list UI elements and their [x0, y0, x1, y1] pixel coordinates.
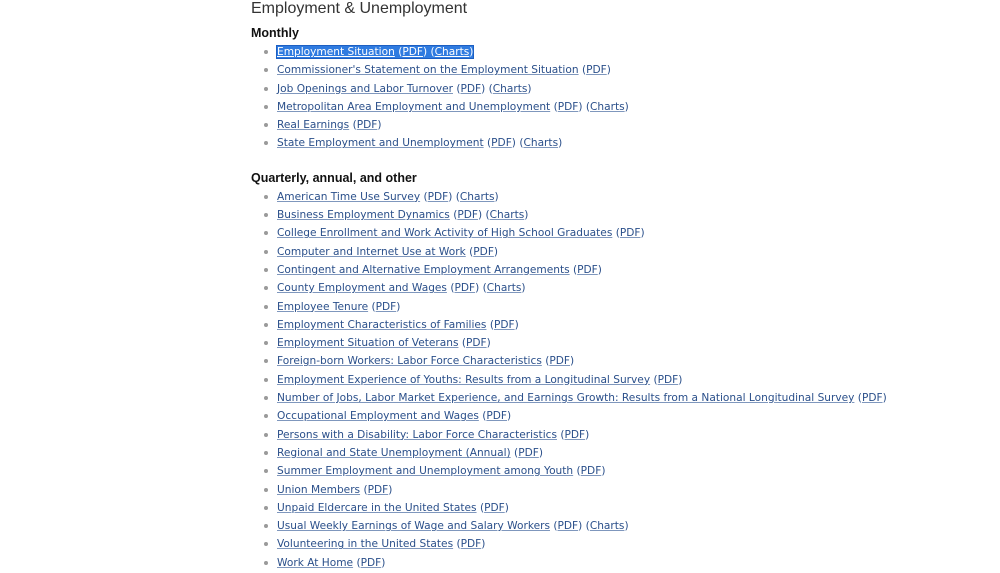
- release-link-employee-tenure[interactable]: Employee Tenure: [277, 300, 369, 313]
- list-item-text: Metropolitan Area Employment and Unemployment (PDF) (Charts): [277, 100, 629, 113]
- release-link-american-time-use-survey[interactable]: American Time Use Survey: [277, 190, 421, 203]
- bullet-icon: [264, 542, 268, 546]
- list-item: [251, 352, 951, 370]
- release-list-other: [251, 188, 951, 572]
- release-link-work-at-home[interactable]: Work At Home: [277, 556, 354, 569]
- list-item-text: Employment Situation of Veterans (PDF): [277, 337, 491, 350]
- list-item: [251, 134, 951, 152]
- release-link-number-of-jobs-labor-market-experience-and-earnings-growth-results-from-a-national-longitudinal-survey[interactable]: Number of Jobs, Labor Market Experience, and Earnings Growth: Results from a National Longitudinal Survey: [277, 392, 855, 405]
- list-item: [251, 535, 951, 553]
- release-link-real-earnings[interactable]: Real Earnings: [277, 119, 350, 132]
- list-item: [251, 80, 951, 98]
- list-item: [251, 261, 951, 279]
- bullet-icon: [264, 231, 268, 235]
- release-link-business-employment-dynamics[interactable]: Business Employment Dynamics: [277, 209, 450, 222]
- list-item-text: Commissioner's Statement on the Employment Situation (PDF): [277, 64, 611, 77]
- charts-link[interactable]: Charts: [459, 190, 495, 203]
- pdf-link[interactable]: PDF: [465, 337, 487, 350]
- bullet-icon: [264, 488, 268, 492]
- bullet-icon: [264, 323, 268, 327]
- list-item: [251, 334, 951, 352]
- list-item-text: Job Openings and Labor Turnover (PDF) (Charts): [277, 82, 532, 95]
- bullet-icon: [264, 396, 268, 400]
- list-item-text: Union Members (PDF): [277, 483, 393, 496]
- list-item-text: Number of Jobs, Labor Market Experience, and Earnings Growth: Results from a National Longitudinal Survey (PDF): [277, 392, 887, 405]
- pdf-link[interactable]: PDF: [549, 355, 570, 368]
- list-item: [251, 481, 951, 499]
- list-item-text: Employment Experience of Youths: Results from a Longitudinal Survey (PDF): [277, 373, 683, 386]
- release-link-metropolitan-area-employment-and-unemployment[interactable]: Metropolitan Area Employment and Unemployment: [277, 100, 551, 113]
- pdf-link[interactable]: PDF: [586, 64, 607, 77]
- release-link-regional-and-state-unemployment-annual[interactable]: Regional and State Unemployment (Annual): [277, 446, 511, 459]
- bullet-icon: [264, 68, 268, 72]
- charts-link[interactable]: Charts: [486, 282, 522, 295]
- bullet-icon: [264, 268, 268, 272]
- list-item: [251, 188, 951, 206]
- bullet-icon: [264, 524, 268, 528]
- pdf-link[interactable]: PDF: [375, 300, 397, 313]
- list-item-text: Employment Situation (PDF) (Charts): [277, 46, 474, 58]
- bullet-icon: [264, 105, 268, 109]
- charts-link[interactable]: Charts: [589, 520, 625, 533]
- pdf-link[interactable]: PDF: [491, 137, 512, 150]
- list-item-text: Business Employment Dynamics (PDF) (Charts): [277, 209, 529, 222]
- release-link-persons-with-a-disability-labor-force-characteristics[interactable]: Persons with a Disability: Labor Force Characteristics: [277, 428, 557, 441]
- list-item: [251, 43, 951, 61]
- pdf-link[interactable]: PDF: [657, 373, 679, 386]
- bullet-icon: [264, 87, 268, 91]
- release-link-job-openings-and-labor-turnover[interactable]: Job Openings and Labor Turnover: [277, 82, 453, 95]
- pdf-link[interactable]: PDF: [473, 245, 494, 258]
- list-item-text: Unpaid Eldercare in the United States (PDF): [277, 501, 509, 514]
- release-link-computer-and-internet-use-at-work[interactable]: Computer and Internet Use at Work: [277, 245, 466, 258]
- charts-link[interactable]: Charts: [434, 46, 470, 58]
- list-item-text: Employment Characteristics of Families (PDF): [277, 318, 519, 331]
- list-item: [251, 426, 951, 444]
- list-item-text: Summer Employment and Unemployment among Youth (PDF): [277, 465, 606, 478]
- bullet-icon: [264, 451, 268, 455]
- pdf-link[interactable]: PDF: [564, 428, 586, 441]
- bullet-icon: [264, 305, 268, 309]
- release-link-employment-situation-of-veterans[interactable]: Employment Situation of Veterans: [277, 337, 459, 350]
- pdf-link[interactable]: PDF: [577, 263, 598, 276]
- release-link-occupational-employment-and-wages[interactable]: Occupational Employment and Wages: [277, 410, 479, 423]
- pdf-link[interactable]: PDF: [518, 446, 539, 459]
- release-link-employment-situation[interactable]: Employment Situation: [277, 46, 395, 58]
- bullet-icon: [264, 414, 268, 418]
- pdf-link[interactable]: PDF: [402, 46, 423, 58]
- list-item-text: Employee Tenure (PDF): [277, 300, 401, 313]
- list-item: [251, 206, 951, 224]
- list-item-text: Persons with a Disability: Labor Force Characteristics (PDF): [277, 428, 590, 441]
- pdf-link[interactable]: PDF: [557, 100, 579, 113]
- bullet-icon: [264, 123, 268, 127]
- pdf-link[interactable]: PDF: [861, 392, 883, 405]
- pdf-link[interactable]: PDF: [367, 483, 389, 496]
- release-link-contingent-and-alternative-employment-arrangements[interactable]: Contingent and Alternative Employment Arrangements: [277, 263, 570, 276]
- pdf-link[interactable]: PDF: [580, 465, 602, 478]
- bullet-icon: [264, 213, 268, 217]
- pdf-link[interactable]: PDF: [486, 410, 508, 423]
- list-item: [251, 224, 951, 242]
- charts-link[interactable]: Charts: [590, 100, 625, 113]
- section-heading-quarterly-annual-other: Quarterly, annual, and other: [251, 170, 417, 185]
- release-link-employment-experience-of-youths-results-from-a-longitudinal-survey[interactable]: Employment Experience of Youths: Results from a Longitudinal Survey: [277, 373, 651, 386]
- list-item: [251, 279, 951, 297]
- release-link-state-employment-and-unemployment[interactable]: State Employment and Unemployment: [277, 137, 484, 150]
- list-item-text: Volunteering in the United States (PDF): [277, 538, 486, 551]
- list-item-text: Work At Home (PDF): [277, 556, 386, 569]
- bullet-icon: [264, 506, 268, 510]
- list-item: [251, 316, 951, 334]
- pdf-link[interactable]: PDF: [493, 318, 515, 331]
- list-item-text: Contingent and Alternative Employment Arrangements (PDF): [277, 263, 602, 276]
- list-item-text: State Employment and Unemployment (PDF) (Charts): [277, 137, 563, 150]
- list-item: [251, 444, 951, 462]
- release-link-union-members[interactable]: Union Members: [277, 483, 361, 496]
- releases-content: [251, 0, 951, 572]
- bullet-icon: [264, 250, 268, 254]
- pdf-link[interactable]: PDF: [360, 556, 382, 569]
- charts-link[interactable]: Charts: [492, 82, 528, 95]
- release-link-foreign-born-workers-labor-force-characteristics[interactable]: Foreign-born Workers: Labor Force Characteristics: [277, 355, 542, 368]
- release-link-summer-employment-and-unemployment-among-youth[interactable]: Summer Employment and Unemployment among Youth: [277, 465, 574, 478]
- pdf-link[interactable]: PDF: [356, 119, 378, 132]
- bullet-icon: [264, 469, 268, 473]
- pdf-link[interactable]: PDF: [619, 227, 641, 240]
- bullet-icon: [264, 561, 268, 565]
- page-title: Employment & Unemployment: [251, 0, 468, 17]
- list-item-text: Regional and State Unemployment (Annual) (PDF): [277, 446, 543, 459]
- bullet-icon: [264, 433, 268, 437]
- list-item: [251, 116, 951, 134]
- list-item: [251, 371, 951, 389]
- list-item: [251, 298, 951, 316]
- bullet-icon: [264, 195, 268, 199]
- bullet-icon: [264, 286, 268, 290]
- section-heading-monthly: Monthly: [251, 26, 299, 40]
- pdf-link[interactable]: PDF: [460, 82, 482, 95]
- bullet-icon: [264, 50, 268, 54]
- bullet-icon: [264, 341, 268, 345]
- list-item-text: College Enrollment and Work Activity of High School Graduates (PDF): [277, 227, 645, 240]
- list-item: [251, 499, 951, 517]
- charts-link[interactable]: Charts: [489, 209, 525, 222]
- list-item: [251, 407, 951, 425]
- list-item: [251, 462, 951, 480]
- pdf-link[interactable]: PDF: [557, 520, 579, 533]
- charts-link[interactable]: Charts: [523, 137, 559, 150]
- list-item-text: Computer and Internet Use at Work (PDF): [277, 245, 499, 258]
- release-link-usual-weekly-earnings-of-wage-and-salary-workers[interactable]: Usual Weekly Earnings of Wage and Salary Workers: [277, 520, 550, 533]
- list-item: [251, 389, 951, 407]
- bullet-icon: [264, 359, 268, 363]
- list-item: [251, 98, 951, 116]
- list-item-text: American Time Use Survey (PDF) (Charts): [277, 190, 499, 203]
- pdf-link[interactable]: PDF: [454, 282, 476, 295]
- release-link-county-employment-and-wages[interactable]: County Employment and Wages: [277, 282, 447, 295]
- list-item: [251, 517, 951, 535]
- list-item-text: Usual Weekly Earnings of Wage and Salary Workers (PDF) (Charts): [277, 520, 629, 533]
- release-link-unpaid-eldercare-in-the-united-states[interactable]: Unpaid Eldercare in the United States: [277, 501, 477, 514]
- release-link-commissioner-s-statement-on-the-employment-situation[interactable]: Commissioner's Statement on the Employment Situation: [277, 64, 579, 77]
- pdf-link[interactable]: PDF: [460, 538, 482, 551]
- list-item: [251, 61, 951, 79]
- release-link-employment-characteristics-of-families[interactable]: Employment Characteristics of Families: [277, 318, 487, 331]
- bullet-icon: [264, 141, 268, 145]
- bullet-icon: [264, 378, 268, 382]
- release-link-volunteering-in-the-united-states[interactable]: Volunteering in the United States: [277, 538, 454, 551]
- list-item-text: Foreign-born Workers: Labor Force Characteristics (PDF): [277, 355, 575, 368]
- pdf-link[interactable]: PDF: [457, 209, 478, 222]
- release-link-college-enrollment-and-work-activity-of-high-school-graduates[interactable]: College Enrollment and Work Activity of High School Graduates: [277, 227, 613, 240]
- list-item: [251, 554, 951, 572]
- pdf-link[interactable]: PDF: [427, 190, 449, 203]
- pdf-link[interactable]: PDF: [484, 501, 505, 514]
- list-item-text: Occupational Employment and Wages (PDF): [277, 410, 512, 423]
- list-item-text: County Employment and Wages (PDF) (Charts): [277, 282, 526, 295]
- list-item-text: Real Earnings (PDF): [277, 119, 382, 132]
- release-list-monthly: [251, 43, 951, 153]
- list-item: [251, 243, 951, 261]
